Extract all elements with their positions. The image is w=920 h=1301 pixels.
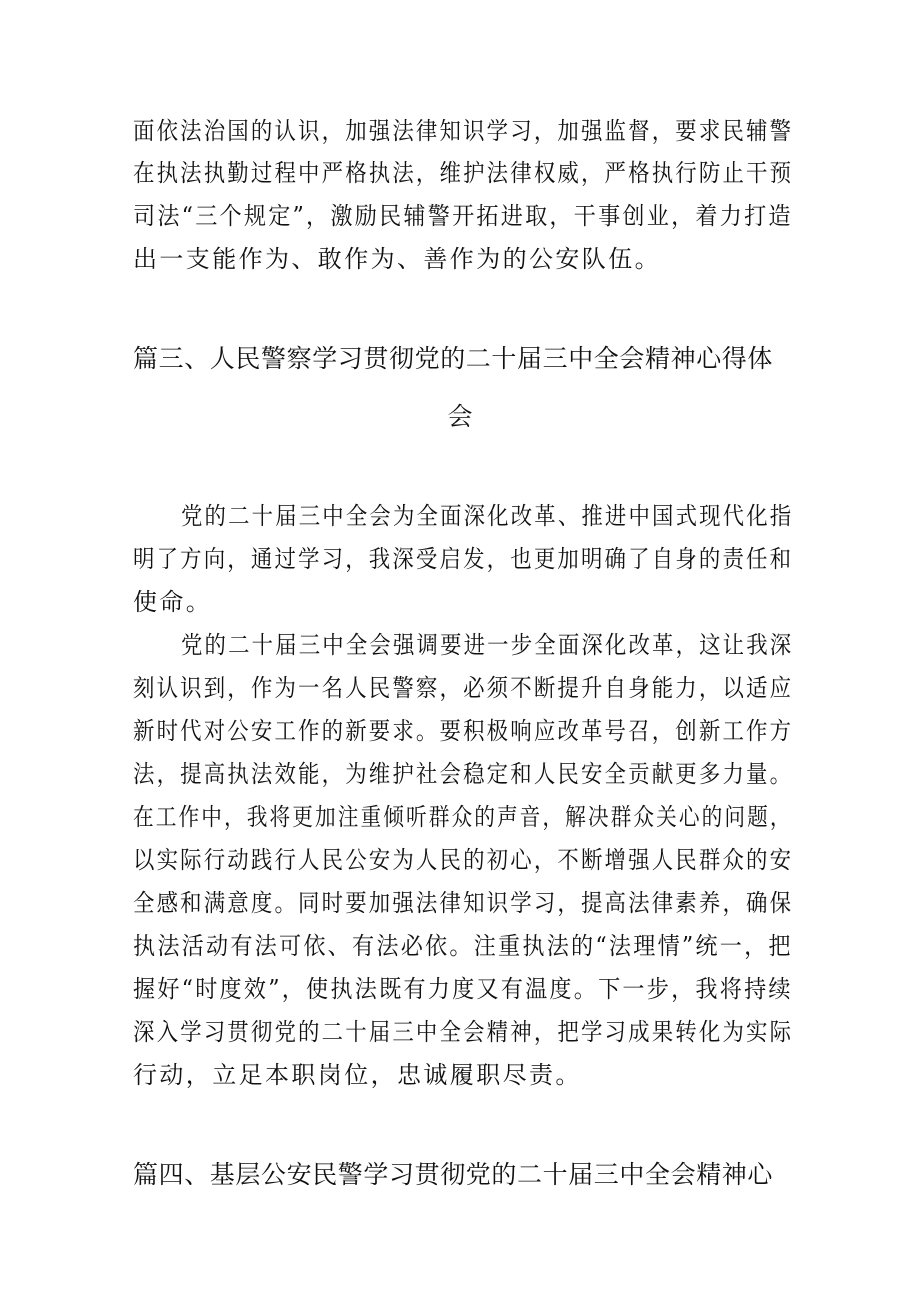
- section3-paragraph2-line: 行动，立足本职岗位，忠诚履职尽责。: [133, 1061, 582, 1089]
- section3-title-continuation: 会: [447, 402, 473, 431]
- section3-paragraph1-line: 使命。: [133, 588, 213, 616]
- section3-paragraph2-line: 在工作中，我将更加注重倾听群众的声音，解决群众关心的问题，: [133, 803, 793, 831]
- section3-paragraph2-line: 全感和满意度。同时要加强法律知识学习，提高法律素养，确保: [133, 889, 794, 917]
- top-paragraph-line: 出一支能作为、敢作为、善作为的公安队伍。: [133, 245, 661, 273]
- section3-paragraph1-line: 明了方向，通过学习，我深受启发，也更加明确了自身的责任和: [133, 545, 794, 573]
- section3-paragraph2-line: 法，提高执法效能，为维护社会稳定和人民安全贡献更多力量。: [133, 760, 794, 788]
- section3-paragraph2-line: 深入学习贯彻党的二十届三中全会精神，把学习成果转化为实际: [133, 1018, 794, 1046]
- section4-title: 篇四、基层公安民警学习贯彻党的二十届三中全会精神心: [133, 1160, 774, 1189]
- section3-paragraph2-line: 党的二十届三中全会强调要进一步全面深化改革，这让我深: [181, 631, 794, 659]
- section3-title: 篇三、人民警察学习贯彻党的二十届三中全会精神心得体: [133, 344, 774, 373]
- top-paragraph-line: 面依法治国的认识，加强法律知识学习，加强监督，要求民辅警: [133, 117, 794, 145]
- top-paragraph-line: 在执法执勤过程中严格执法，维护法律权威，严格执行防止干预: [133, 159, 794, 187]
- section3-paragraph2-line: 握好“时度效”，使执法既有力度又有温度。下一步，我将持续: [133, 975, 793, 1003]
- section3-paragraph1-line: 党的二十届三中全会为全面深化改革、推进中国式现代化指: [181, 502, 794, 530]
- section3-paragraph2-line: 以实际行动践行人民公安为人民的初心，不断增强人民群众的安: [133, 846, 794, 874]
- section3-paragraph2-line: 执法活动有法可依、有法必依。注重执法的“法理情”统一，把: [133, 932, 793, 960]
- section3-paragraph2-line: 刻认识到，作为一名人民警察，必须不断提升自身能力，以适应: [133, 674, 794, 702]
- section3-paragraph2-line: 新时代对公安工作的新要求。要积极响应改革号召，创新工作方: [133, 717, 794, 745]
- top-paragraph-line: 司法“三个规定”，激励民辅警开拓进取，干事创业，着力打造: [133, 202, 793, 230]
